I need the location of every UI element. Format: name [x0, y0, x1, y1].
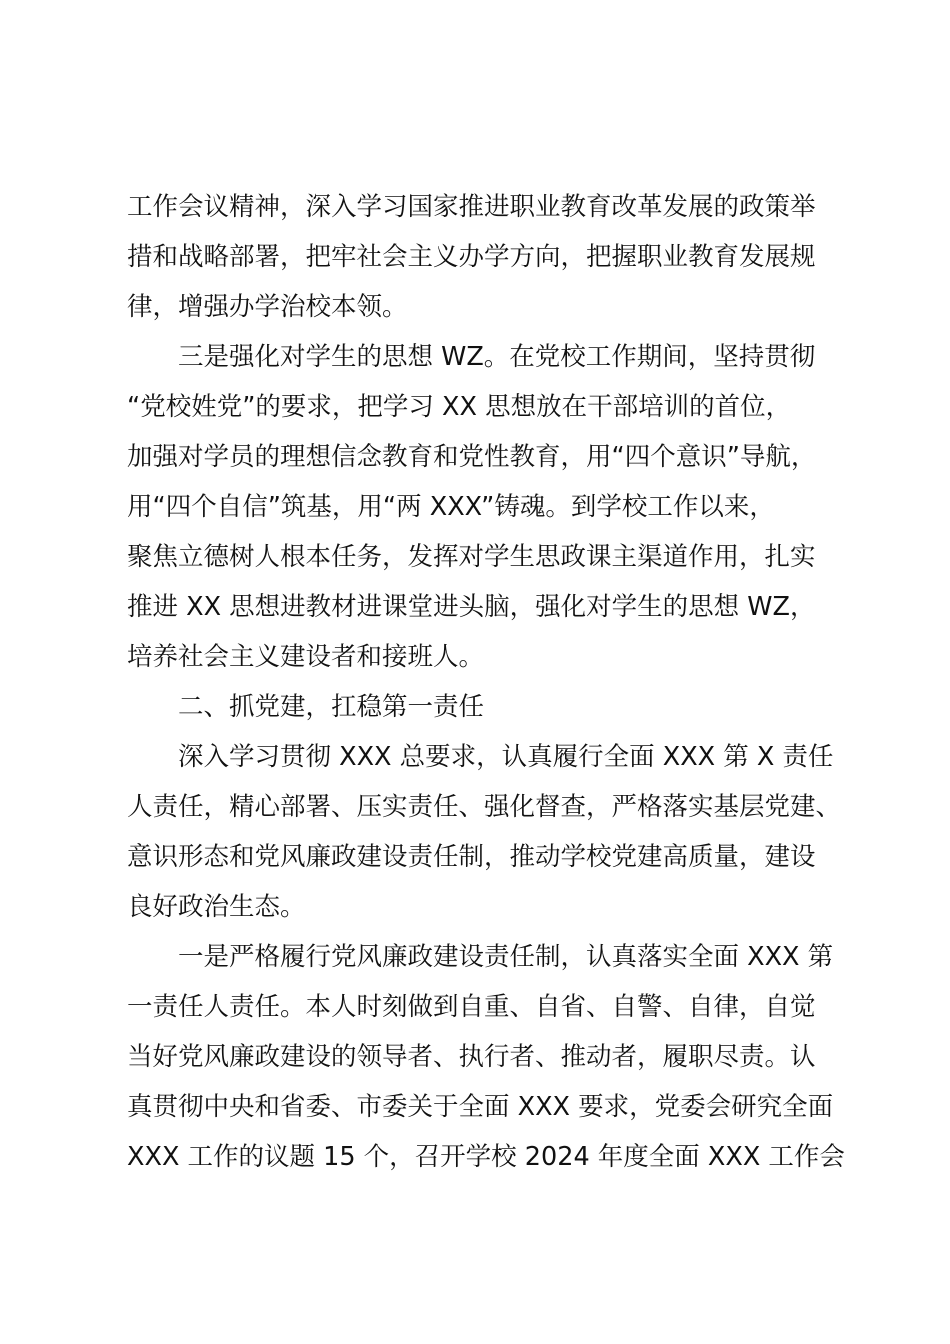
paragraph-party-building: [127, 732, 847, 932]
text-line: 深入学习贯彻 XXX 总要求，认真履行全面 XXX 第 X 责任: [178, 742, 834, 772]
text-line: 意识形态和党风廉政建设责任制，推动学校党建高质量，建设: [127, 842, 816, 872]
text-line: 良好政治生态。: [127, 892, 306, 922]
text-line: 用“四个自信”筑基，用“两 XXX”铸魂。到学校工作以来，: [127, 492, 775, 522]
text-line: “党校姓党”的要求，把学习 XX 思想放在干部培训的首位，: [127, 392, 792, 422]
text-line: 一责任人责任。本人时刻做到自重、自省、自警、自律，自觉: [127, 992, 816, 1022]
section-heading: [127, 682, 847, 732]
text-line: 推进 XX 思想进教材进课堂进头脑，强化对学生的思想 WZ，: [127, 592, 816, 622]
text-line: 工作会议精神，深入学习国家推进职业教育改革发展的政策举: [127, 192, 816, 222]
document-body: [127, 182, 847, 1182]
paragraph-continuation: [127, 182, 847, 332]
text-line: 措和战略部署，把牢社会主义办学方向，把握职业教育发展规: [127, 242, 816, 272]
text-line: 一是严格履行党风廉政建设责任制，认真落实全面 XXX 第: [178, 942, 834, 972]
text-line: 人责任，精心部署、压实责任、强化督查，严格落实基层党建、: [127, 792, 842, 822]
text-line: 三是强化对学生的思想 WZ。在党校工作期间，坚持贯彻: [178, 342, 816, 372]
text-line: 加强对学员的理想信念教育和党性教育，用“四个意识”导航，: [127, 442, 817, 472]
text-line: 真贯彻中央和省委、市委关于全面 XXX 要求，党委会研究全面: [127, 1092, 834, 1122]
text-line: 当好党风廉政建设的领导者、执行者、推动者，履职尽责。认: [127, 1042, 816, 1072]
paragraph-integrity-responsibility: [127, 932, 847, 1182]
text-line: 培养社会主义建设者和接班人。: [127, 642, 485, 672]
section-heading-text: 二、抓党建，扛稳第一责任: [178, 692, 485, 722]
paragraph-student-ideology: [127, 332, 847, 682]
text-line: XXX 工作的议题 15 个，召开学校 2024 年度全面 XXX 工作会: [127, 1142, 845, 1172]
text-line: 律，增强办学治校本领。: [127, 292, 408, 322]
text-line: 聚焦立德树人根本任务，发挥对学生思政课主渠道作用，扎实: [127, 542, 816, 572]
